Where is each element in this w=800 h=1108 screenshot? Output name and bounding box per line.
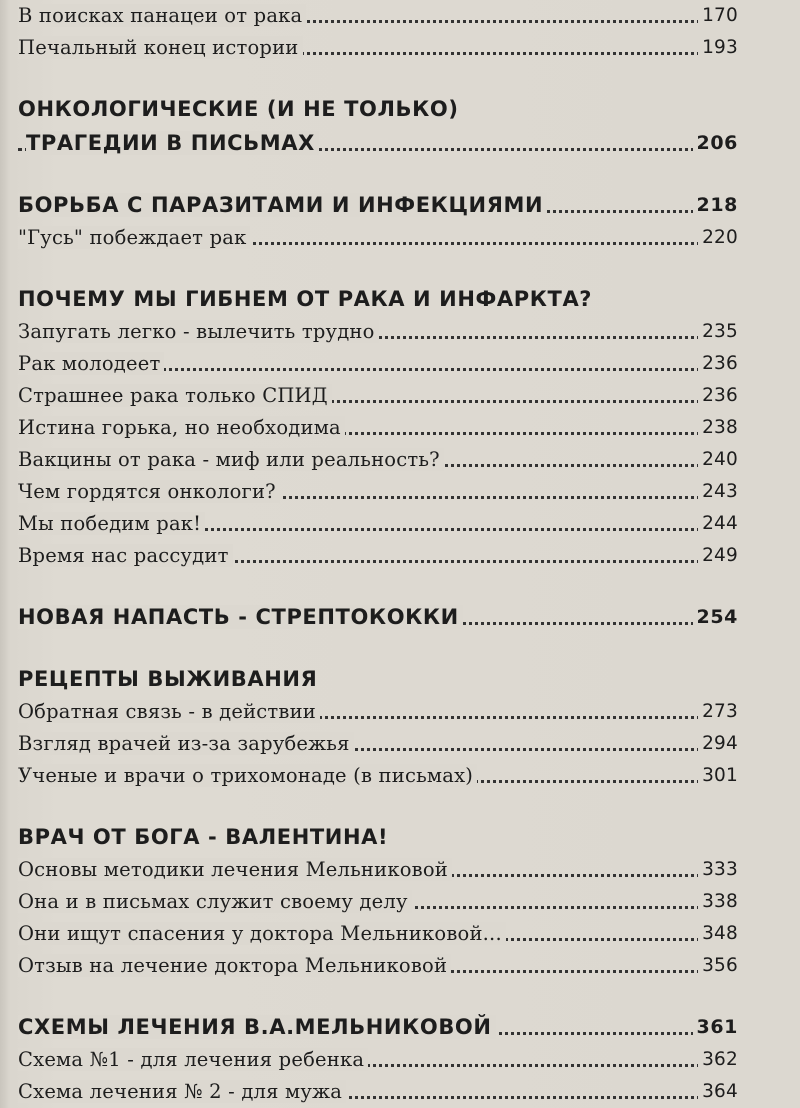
page-number: 362 [698, 1044, 738, 1076]
toc-entry-label: Мы победим рак! [18, 512, 205, 535]
section-heading-label: БОРЬБА С ПАРАЗИТАМИ И ИНФЕКЦИЯМИ [18, 193, 547, 217]
toc-entry-label: Рак молодеет [18, 352, 164, 375]
page-number: 243 [698, 476, 738, 508]
page-number: 244 [698, 508, 738, 540]
page-number: 193 [698, 32, 738, 64]
toc-entry-label: "Гусь" побеждает рак [18, 226, 250, 249]
toc-entry[interactable] [18, 540, 738, 572]
toc-entry[interactable] [18, 380, 738, 412]
section-heading: ОНКОЛОГИЧЕСКИЕ (И НЕ ТОЛЬКО) [18, 97, 459, 121]
toc-entry[interactable] [18, 444, 738, 476]
table-of-contents [18, 0, 738, 1108]
page-number: 356 [698, 950, 738, 982]
page-number: 273 [698, 696, 738, 728]
toc-entry[interactable] [18, 412, 738, 444]
toc-entry-label: Обратная связь - в действии [18, 700, 320, 723]
section-heading-label: СХЕМЫ ЛЕЧЕНИЯ В.А.МЕЛЬНИКОВОЙ [18, 1015, 496, 1039]
page-number: 254 [693, 600, 738, 634]
page-number: 206 [693, 126, 738, 160]
toc-entry[interactable] [18, 508, 738, 540]
toc-entry[interactable] [18, 918, 738, 950]
page-number: 240 [698, 444, 738, 476]
section-gap [18, 254, 738, 282]
section-gap [18, 792, 738, 820]
page-number: 218 [693, 188, 738, 222]
toc-entry[interactable] [18, 760, 738, 792]
page-number: 236 [698, 380, 738, 412]
section-heading: РЕЦЕПТЫ ВЫЖИВАНИЯ [18, 667, 318, 691]
toc-entry-label: Вакцины от рака - миф или реальность? [18, 448, 444, 471]
page-number: 294 [698, 728, 738, 760]
toc-entry[interactable] [18, 1076, 738, 1108]
toc-entry[interactable] [18, 348, 738, 380]
toc-entry-label: Основы методики лечения Мельниковой [18, 858, 452, 881]
page-number: 333 [698, 854, 738, 886]
section-gap [18, 572, 738, 600]
toc-entry-label: В поисках панацеи от рака [18, 4, 306, 27]
toc-entry-label: Запугать легко - вылечить трудно [18, 320, 379, 343]
section-heading: ВРАЧ ОТ БОГА - ВАЛЕНТИНА! [18, 825, 389, 849]
toc-entry-label: Схема лечения № 2 - для мужа [18, 1080, 346, 1103]
toc-entry-label: Отзыв на лечение доктора Мельниковой [18, 954, 451, 977]
toc-entry[interactable] [18, 1044, 738, 1076]
section-gap [18, 64, 738, 92]
toc-entry[interactable] [18, 950, 738, 982]
page-number: 238 [698, 412, 738, 444]
section-heading-entry[interactable] [18, 600, 738, 634]
section-heading-entry[interactable] [18, 188, 738, 222]
section-heading-entry[interactable] [18, 126, 738, 160]
toc-entry-label: Страшнее рака только СПИД [18, 384, 332, 407]
page-number: 338 [698, 886, 738, 918]
toc-entry-label: Чем гордятся онкологи? [18, 480, 280, 503]
page-number: 249 [698, 540, 738, 572]
toc-entry[interactable] [18, 728, 738, 760]
page-number: 361 [693, 1010, 738, 1044]
toc-entry[interactable] [18, 0, 738, 32]
toc-entry[interactable] [18, 32, 738, 64]
toc-entry[interactable] [18, 316, 738, 348]
toc-entry-label: Время нас рассудит [18, 544, 233, 567]
section-heading: ПОЧЕМУ МЫ ГИБНЕМ ОТ РАКА И ИНФАРКТА? [18, 287, 593, 311]
section-gap [18, 634, 738, 662]
toc-entry-label: Истина горька, но необходима [18, 416, 345, 439]
toc-entry[interactable] [18, 854, 738, 886]
toc-entry-label: Она и в письмах служит своему делу [18, 890, 412, 913]
section-gap [18, 160, 738, 188]
page-number: 364 [698, 1076, 738, 1108]
toc-entry[interactable] [18, 696, 738, 728]
page-number: 170 [698, 0, 738, 32]
section-heading-label: ТРАГЕДИИ В ПИСЬМАХ [26, 131, 319, 155]
toc-entry[interactable] [18, 222, 738, 254]
page-number: 301 [698, 760, 738, 792]
page-number: 220 [698, 222, 738, 254]
toc-entry-label: Схема №1 - для лечения ребенка [18, 1048, 368, 1071]
section-gap [18, 982, 738, 1010]
section-heading-entry[interactable] [18, 1010, 738, 1044]
page-number: 348 [698, 918, 738, 950]
page-number: 235 [698, 316, 738, 348]
toc-entry-label: Печальный конец истории [18, 36, 303, 59]
page-number: 236 [698, 348, 738, 380]
toc-entry-label: Ученые и врачи о трихомонаде (в письмах) [18, 764, 477, 787]
toc-entry[interactable] [18, 886, 738, 918]
toc-entry-label: Они ищут спасения у доктора Мельниковой... [18, 922, 506, 945]
section-heading-label: НОВАЯ НАПАСТЬ - СТРЕПТОКОККИ [18, 605, 463, 629]
toc-entry[interactable] [18, 476, 738, 508]
toc-entry-label: Взгляд врачей из-за зарубежья [18, 732, 354, 755]
